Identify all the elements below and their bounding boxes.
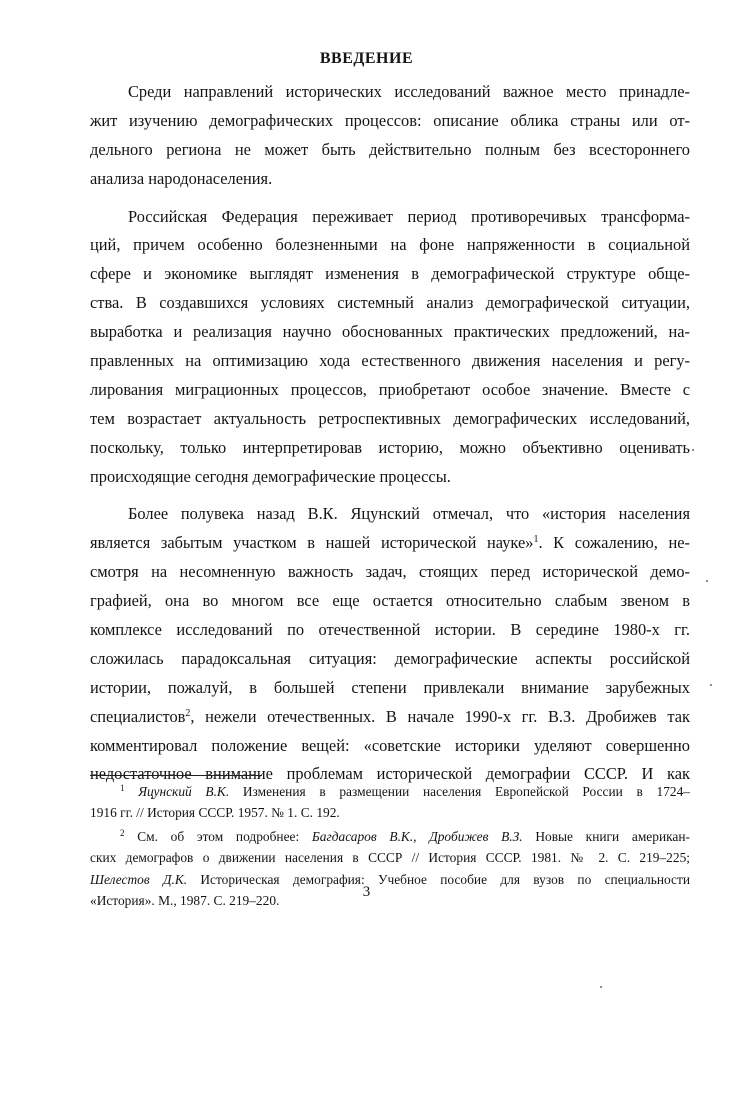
paragraph-2-line: правленных на оптимизацию хода естественного движения населения и регу- [90, 351, 690, 371]
footnote-ref-2[interactable]: 2 [185, 707, 191, 719]
paragraph-3-text: , нежели отечественных. В начале 1990-х гг. В.З. Дробижев так [190, 706, 690, 726]
paragraph-2-line: выработка и реализация научно обоснованных практических предложений, на- [90, 322, 690, 342]
paragraph-2-line: сфере и экономике выглядят изменения в демографической структуре обще- [90, 264, 690, 284]
paragraph-3-line: комплексе исследований по отечественной истории. В середине 1980-х гг. [90, 620, 690, 640]
footnote-2-line: ских демографов о движении населения в СССР // История СССР. 1981. № 2. С. 219–225; [90, 850, 690, 866]
footnote-text: Изменения в размещении населения Европейской России в 1724– [229, 784, 690, 799]
paragraph-2-line: Российская Федерация переживает период противоречивых трансформа- [128, 206, 690, 226]
paragraph-3-line: смотря на несомненную важность задач, стоящих перед исторической демо- [90, 562, 690, 582]
footnote-separator [90, 775, 262, 776]
paragraph-3-line: сложилась парадоксальная ситуация: демографические аспекты российской [90, 648, 690, 668]
scan-speck [692, 449, 694, 451]
paragraph-2-line: поскольку, только интерпретировав историю, можно объективно оценивать [90, 437, 690, 457]
footnote-2-line: «История». М., 1987. С. 219–220. [90, 892, 280, 908]
paragraph-2-line: ций, причем особенно болезненными на фоне напряженности в социальной [90, 235, 690, 255]
paragraph-2-line: тем возрастает актуальность ретроспективных демографических исследований, [90, 408, 690, 428]
scan-speck [710, 684, 712, 686]
paragraph-3-line: комментировал положение вещей: «советские историки уделяют совершенно [90, 735, 690, 755]
footnote-text: Историческая демография: Учебное пособие для вузов по специальности [187, 871, 690, 887]
footnote-1 [90, 781, 690, 802]
paragraph-2-line: лирования миграционных процессов, приобретают особое значение. Вместе с [90, 379, 690, 399]
scan-speck [706, 580, 708, 582]
paragraph-1-line: анализа народонаселения. [90, 168, 273, 188]
footnote-marker: 1 [120, 783, 125, 793]
paragraph-1-line: дельного региона не может быть действительно полным без всестороннего [90, 139, 690, 159]
footnote-text: Новые книги американ- [522, 828, 690, 844]
footnote-1-line: 1916 гг. // История СССР. 1957. № 1. С. 192. [90, 805, 340, 821]
footnote-author: Яцунский В.К. [138, 784, 230, 799]
paragraph-2-line: происходящие сегодня демографические процессы. [90, 466, 451, 486]
page-number: 3 [362, 884, 371, 900]
paragraph-3-line: графией, она во многом все еще остается относительно слабым звеном в [90, 591, 690, 611]
footnote-ref-1[interactable]: 1 [533, 534, 539, 546]
paragraph-1-line: жит изучению демографических процессов: описание облика страны или от- [90, 110, 690, 130]
paragraph-1-line: Среди направлений исторических исследований важное место принадле- [128, 82, 690, 101]
footnote-text: См. об этом подробнее: [124, 828, 312, 844]
footnote-author: Багдасаров В.К., Дробижев В.З. [311, 828, 523, 844]
scan-speck [600, 986, 602, 988]
paragraph-3-line: Более полувека назад В.К. Яцунский отмечал, что «история населения [128, 504, 690, 524]
paragraph-3-line: истории, пожалуй, в большей степени привлекали внимание зарубежных [90, 677, 690, 697]
paragraph-2-line: ства. В создавшихся условиях системный анализ демографической ситуации, [90, 293, 690, 313]
footnote-author: Шелестов Д.К. [90, 871, 188, 887]
paragraph-3-text: специалистов [90, 706, 186, 726]
paragraph-3-line [90, 703, 690, 732]
main-text [90, 78, 690, 789]
paragraph-3-text: является забытым участком в нашей исторической науке» [90, 533, 534, 553]
footnote-2 [90, 826, 690, 847]
paragraph-3-line: недостаточное внимание проблемам исторической демографии СССР. И как [90, 764, 690, 784]
paragraph-3-line [90, 529, 690, 558]
footnote-marker: 2 [120, 827, 125, 838]
page-title: ВВЕДЕНИЕ [319, 50, 414, 67]
paragraph-3-text: . К сожалению, не- [538, 533, 690, 553]
